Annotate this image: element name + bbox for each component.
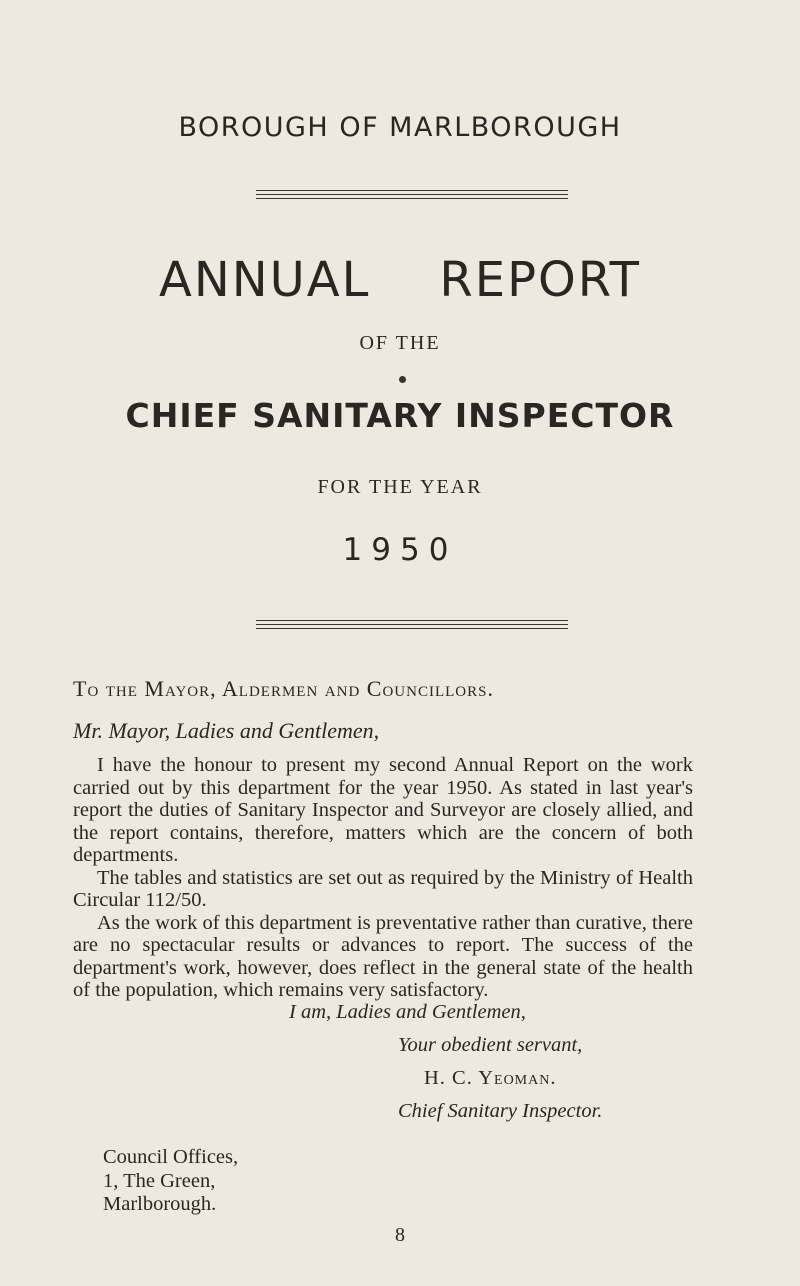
double-rule-top	[256, 190, 568, 202]
for-the-year-label: FOR THE YEAR	[317, 476, 483, 498]
office-address	[103, 1146, 238, 1217]
report-year: 1950	[342, 532, 458, 568]
address-line: Marlborough.	[103, 1193, 217, 1215]
letter-salutation: To the Mayor, Aldermen and Councillors.	[73, 676, 494, 701]
signatory-name: H. C. Yeoman.	[424, 1067, 557, 1089]
signatory-title: Chief Sanitary Inspector.	[398, 1100, 603, 1122]
page-number: 8	[395, 1224, 405, 1246]
of-the-label: OF THE	[359, 332, 441, 354]
letter-body	[73, 754, 693, 1002]
letter-closing: I am, Ladies and Gentlemen,	[289, 1001, 526, 1023]
report-title	[0, 252, 800, 308]
letter-paragraph: The tables and statistics are set out as required by the Ministry of Health Circular 112/50.	[73, 866, 693, 911]
borough-heading: BOROUGH OF MARLBOROUGH	[178, 112, 622, 143]
title-word-report: REPORT	[439, 252, 641, 308]
letter-paragraph: I have the honour to present my second Annual Report on the work carried out by this department for the year 1950. As stated in last year's report the duties of Sanitary Inspector and Surveyor are closely allied, and the report contains, therefore, matters which are the concern of both departments.	[73, 754, 693, 866]
letter-sign-off: Your obedient servant,	[398, 1034, 583, 1056]
bullet-dot-ornament	[399, 376, 406, 383]
report-subtitle: CHIEF SANITARY INSPECTOR	[125, 396, 675, 435]
title-word-annual: ANNUAL	[159, 252, 371, 308]
address-line: Council Offices,	[103, 1146, 239, 1168]
letter-paragraph: As the work of this department is preventative rather than curative, there are no spectacular results or advances to report. The success of the department's work, however, does reflect in the general state of the health of the population, which remains very satisfactory.	[73, 911, 693, 1001]
double-rule-bottom	[256, 620, 568, 632]
address-line: 1, The Green,	[103, 1169, 216, 1192]
letter-greeting: Mr. Mayor, Ladies and Gentlemen,	[73, 718, 380, 743]
